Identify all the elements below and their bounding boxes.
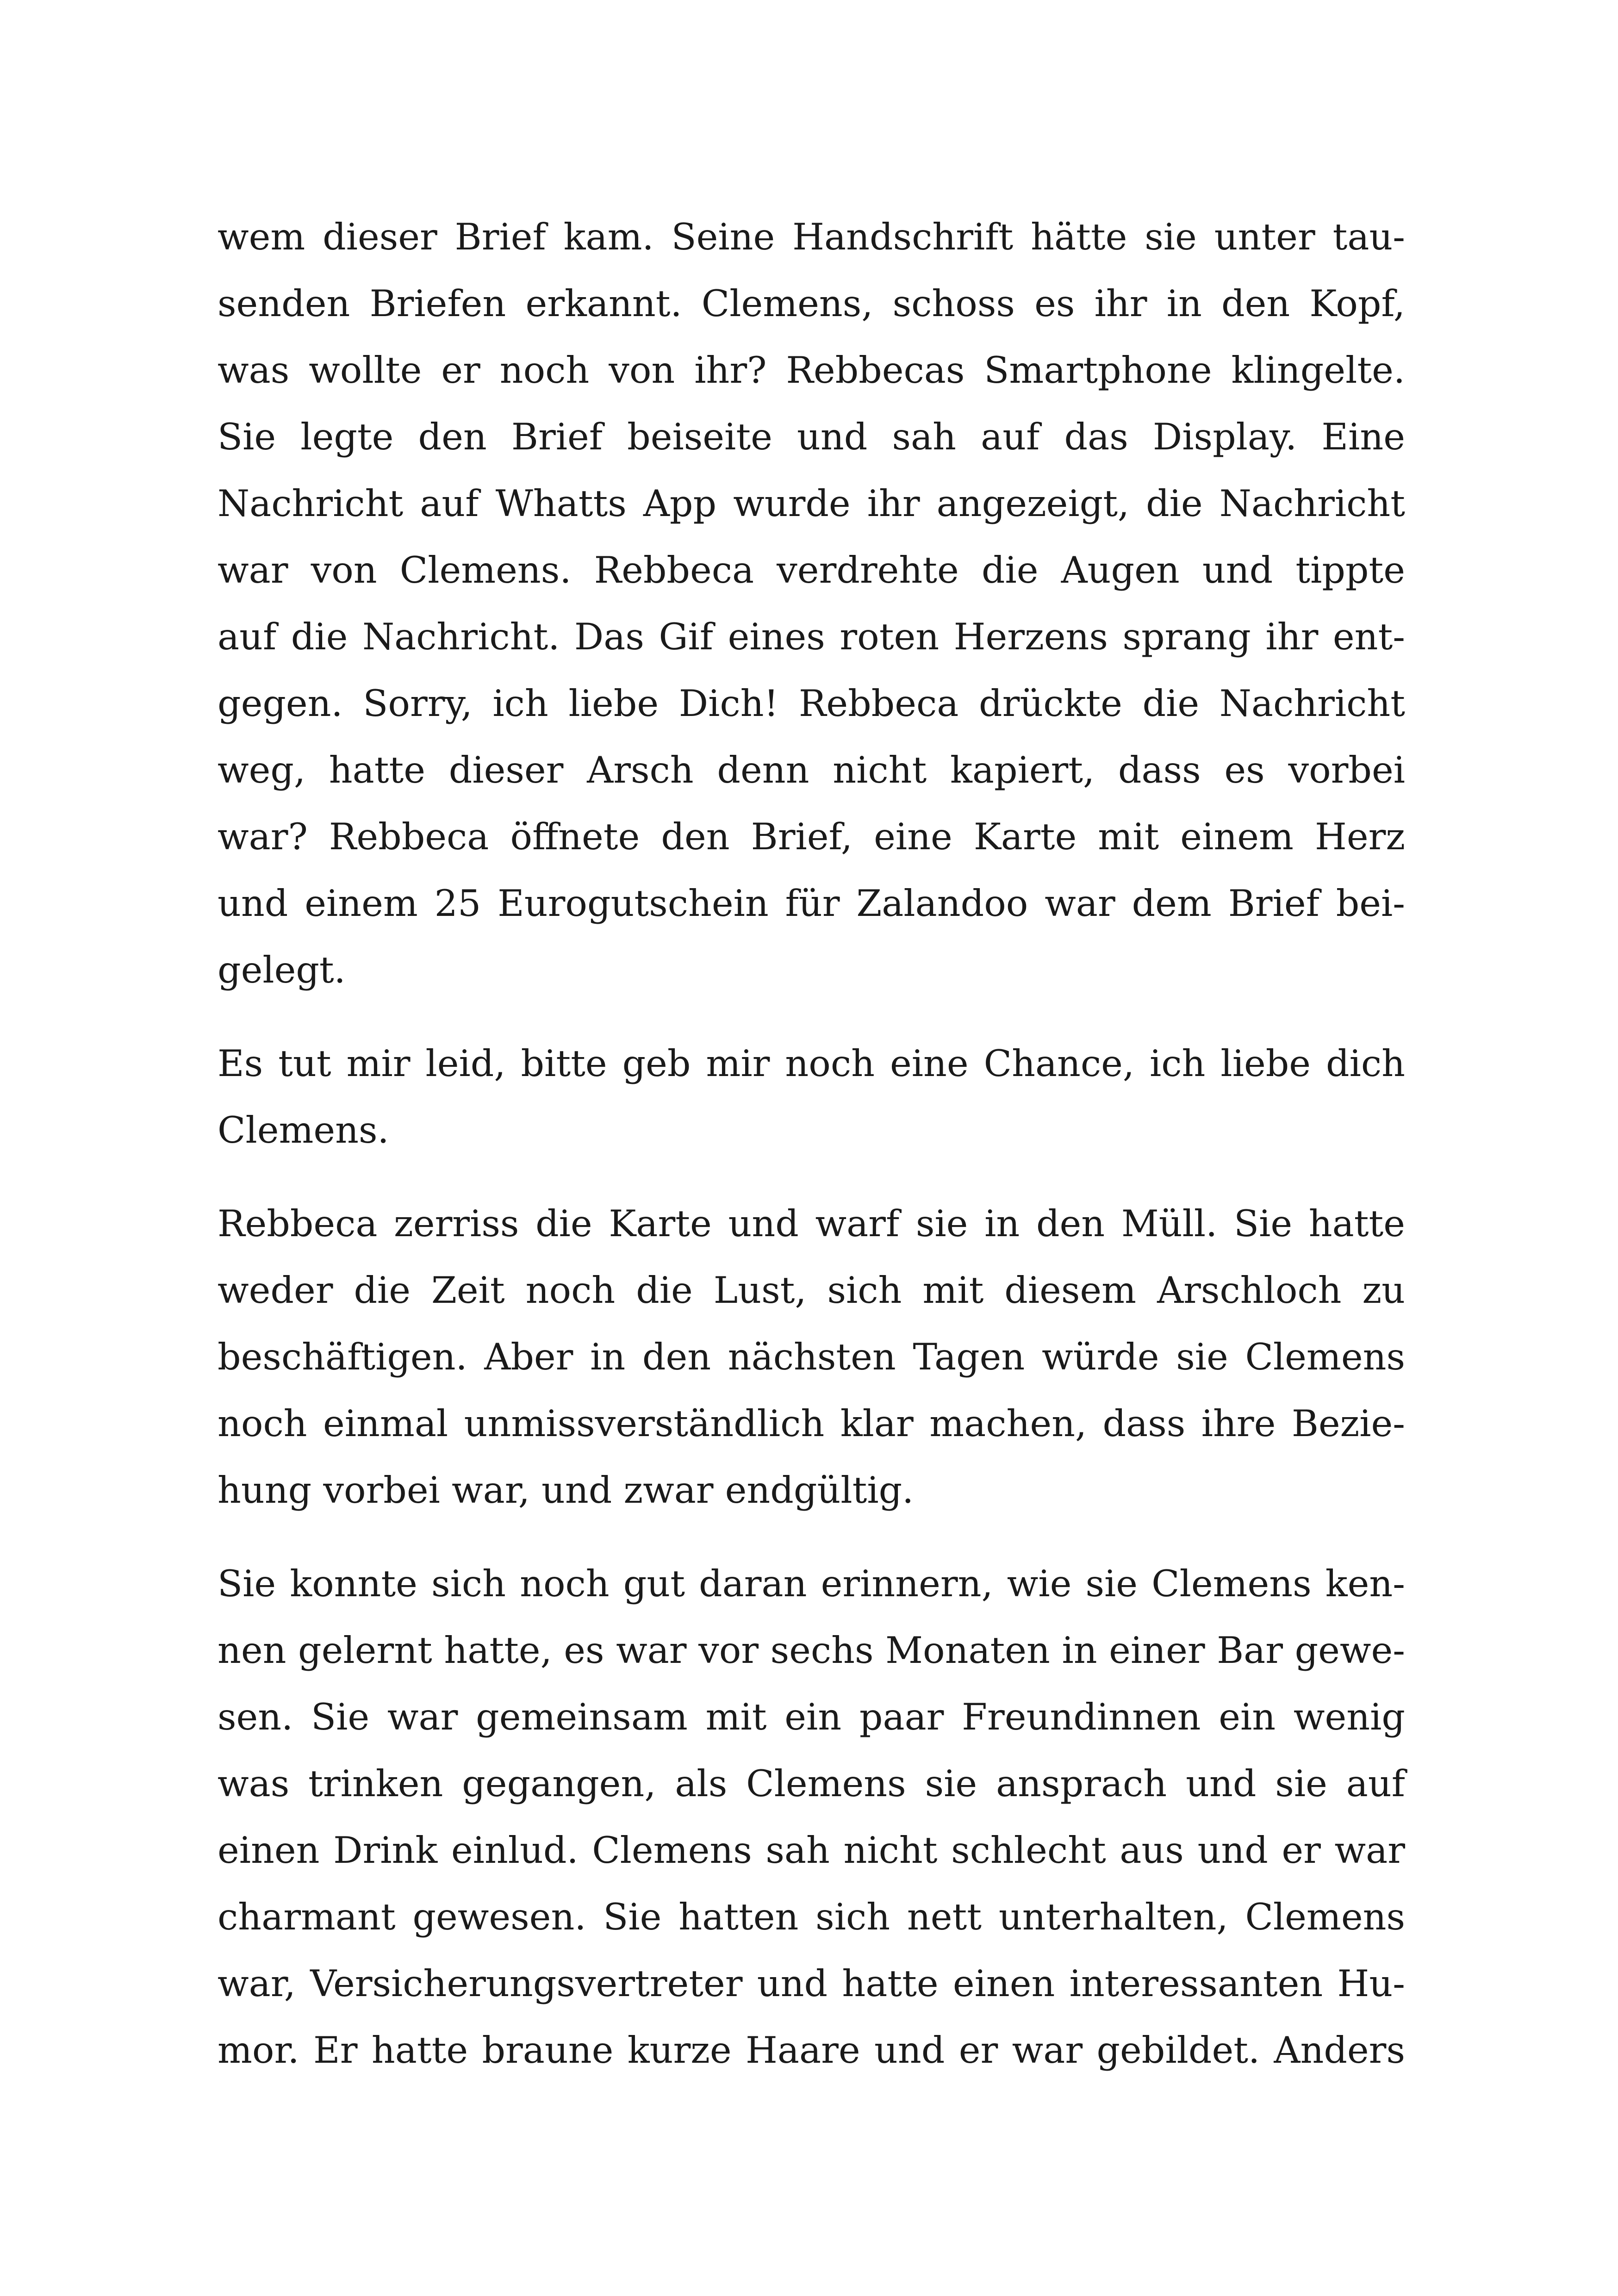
paragraph — [218, 1030, 1405, 1164]
text-line: gelegt. — [218, 949, 346, 991]
text-line: war? Rebbeca öffnete den Brief, eine Karte mit einem Herz — [218, 815, 1405, 858]
text-line: was trinken gegangen, als Clemens sie ansprach und sie auf — [218, 1762, 1405, 1805]
text-line: weg, hatte dieser Arsch denn nicht kapiert, dass es vorbei — [218, 749, 1405, 791]
text-line: sen. Sie war gemeinsam mit ein paar Freundinnen ein wenig — [218, 1696, 1405, 1738]
paragraph — [218, 1550, 1405, 2084]
text-line: Sie legte den Brief beiseite und sah auf das Display. Eine — [218, 416, 1405, 458]
text-line: Nachricht auf Whatts App wurde ihr angezeigt, die Nachricht — [218, 482, 1405, 525]
text-line: und einem 25 Eurogutschein für Zalandoo war dem Brief bei- — [218, 882, 1405, 925]
paragraph — [218, 204, 1405, 1003]
body-text — [218, 204, 1405, 2110]
paragraph — [218, 1190, 1405, 1524]
text-line: wem dieser Brief kam. Seine Handschrift hätte sie unter tau- — [218, 216, 1405, 258]
text-line: einen Drink einlud. Clemens sah nicht schlecht aus und er war — [218, 1829, 1405, 1872]
text-line: war, Versicherungsvertreter und hatte einen interessanten Hu- — [218, 1962, 1405, 2005]
text-line: hung vorbei war, und zwar endgültig. — [218, 1469, 914, 1512]
text-line: mor. Er hatte braune kurze Haare und er war gebildet. Anders — [218, 2029, 1405, 2072]
text-line: noch einmal unmissverständlich klar machen, dass ihre Bezie- — [218, 1402, 1405, 1445]
text-line: Clemens. — [218, 1109, 389, 1151]
text-line: auf die Nachricht. Das Gif eines roten Herzens sprang ihr ent- — [218, 616, 1405, 658]
text-line: was wollte er noch von ihr? Rebbecas Smartphone klingelte. — [218, 349, 1405, 392]
text-line: charmant gewesen. Sie hatten sich nett unterhalten, Clemens — [218, 1896, 1405, 1938]
text-line: Sie konnte sich noch gut daran erinnern, wie sie Clemens ken- — [218, 1562, 1405, 1605]
text-line: nen gelernt hatte, es war vor sechs Monaten in einer Bar gewe- — [218, 1629, 1405, 1672]
text-line: beschäftigen. Aber in den nächsten Tagen würde sie Clemens — [218, 1336, 1405, 1378]
text-line: gegen. Sorry, ich liebe Dich! Rebbeca drückte die Nachricht — [218, 682, 1405, 725]
text-line: weder die Zeit noch die Lust, sich mit diesem Arschloch zu — [218, 1269, 1405, 1312]
text-line: Es tut mir leid, bitte geb mir noch eine Chance, ich liebe dich — [218, 1042, 1405, 1085]
text-line: senden Briefen erkannt. Clemens, schoss es ihr in den Kopf, — [218, 282, 1405, 325]
text-line: war von Clemens. Rebbeca verdrehte die Augen und tippte — [218, 549, 1405, 591]
text-line: Rebbeca zerriss die Karte und warf sie in den Müll. Sie hatte — [218, 1202, 1405, 1245]
